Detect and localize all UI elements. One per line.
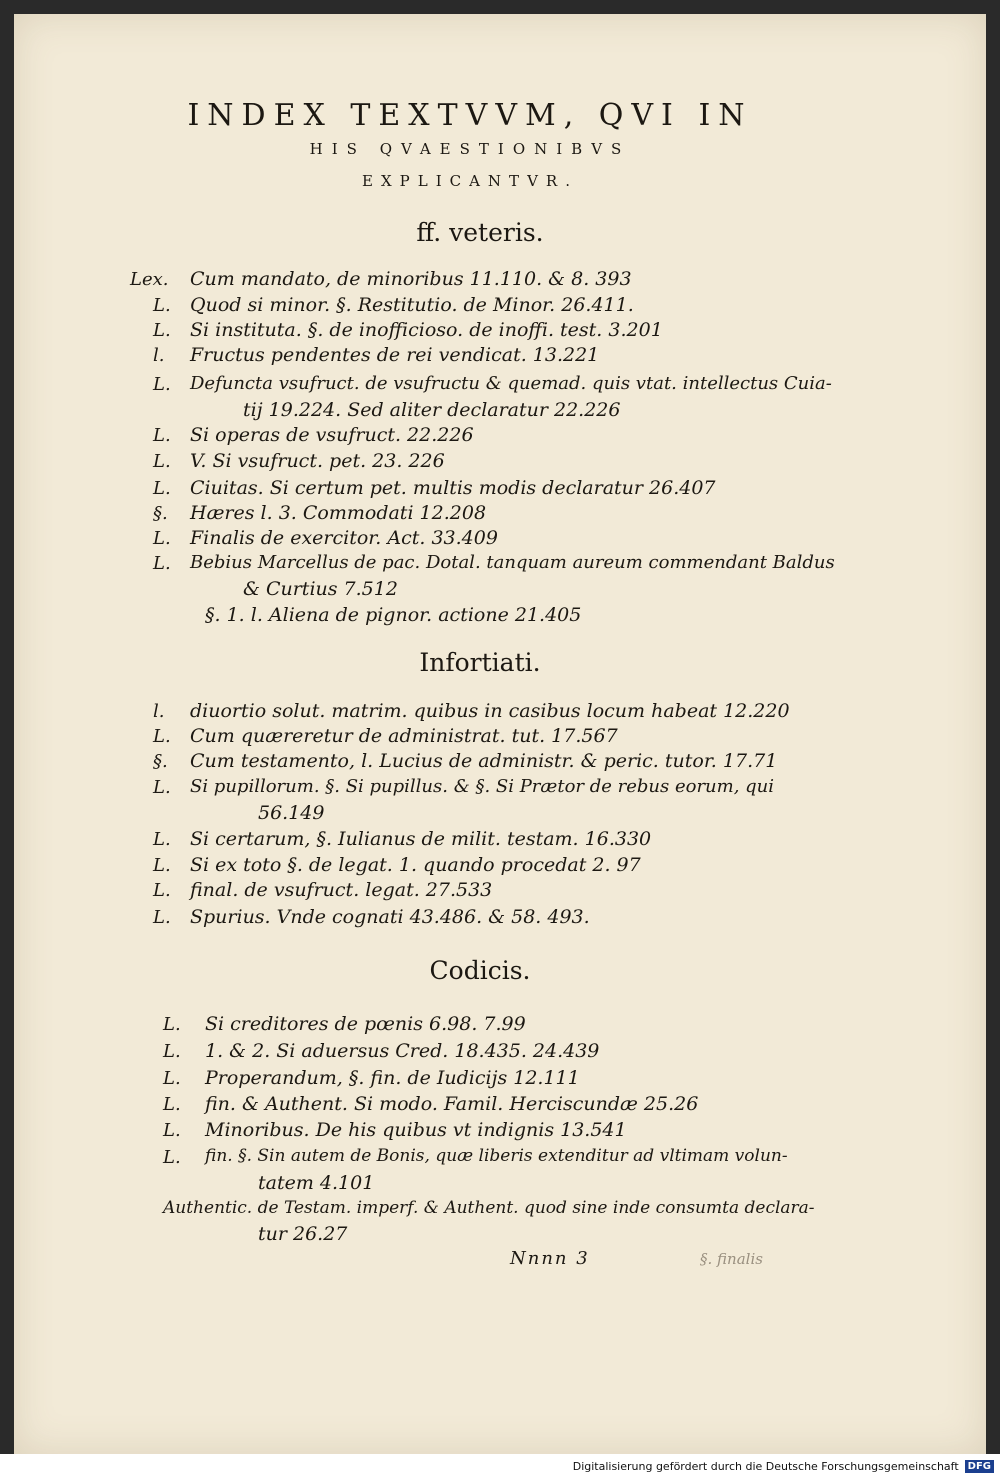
index-entry: 1. & 2. Si aduersus Cred. 18.435. 24.439 [205,1040,600,1062]
index-entry-sub: §. 1. l. Aliena de pignor. actione 21.405 [205,604,582,626]
index-entry: diuortio solut. matrim. quibus in casibus locum habeat 12.220 [190,700,790,722]
index-entry: Authentic. de Testam. imperf. & Authent. quod sine inde consumta declara- [163,1198,815,1218]
index-entry: Fructus pendentes de rei vendicat. 13.221 [190,344,600,366]
index-entry: V. Si vsufruct. pet. 23. 226 [190,450,445,472]
index-entry: Si certarum, §. Iulianus de milit. testam. 16.330 [190,828,652,850]
index-entry: Cum mandato, de minoribus 11.110. & 8. 393 [190,268,632,290]
entry-mark: L. [153,374,171,395]
index-entry: Hæres l. 3. Commodati 12.208 [190,502,487,524]
entry-mark: L. [163,1041,181,1062]
entry-mark: L. [163,1094,181,1115]
index-entry-continuation: tij 19.224. Sed aliter declaratur 22.226 [243,399,621,421]
section-heading-codicis: Codicis. [429,956,531,985]
entry-mark: L. [153,295,171,316]
entry-mark: l. [153,345,165,366]
index-entry: Si ex toto §. de legat. 1. quando procedat 2. 97 [190,854,641,876]
entry-mark: l. [153,701,165,722]
index-entry-continuation: tatem 4.101 [258,1172,375,1194]
entry-mark: L. [153,726,171,747]
entry-mark: L. [153,829,171,850]
index-entry: Spurius. Vnde cognati 43.486. & 58. 493. [190,906,590,928]
entry-mark: L. [163,1120,181,1141]
footer-text: Digitalisierung gefördert durch die Deutsche Forschungsgemeinschaft [572,1459,959,1473]
signature-mark: Nnnn 3 [510,1248,590,1269]
index-title-line-3: EXPLICANTVR. [362,172,578,190]
entry-mark: L. [153,880,171,901]
section-heading-veteris: ff. veteris. [416,218,544,247]
index-entry-continuation: & Curtius 7.512 [243,578,398,600]
entry-mark: L. [163,1068,181,1089]
entry-mark: Lex. [130,269,169,290]
digitization-footer [0,1454,1000,1478]
entry-mark: L. [153,855,171,876]
index-entry: Minoribus. De his quibus vt indignis 13.541 [205,1119,627,1141]
index-entry: final. de vsufruct. legat. 27.533 [190,879,493,901]
dfg-logo: DFG [965,1460,994,1473]
index-entry: Cum quæreretur de administrat. tut. 17.567 [190,725,618,747]
index-entry: Cum testamento, l. Lucius de administr. & peric. tutor. 17.71 [190,750,778,772]
entry-mark: §. [153,503,168,524]
index-entry: Ciuitas. Si certum pet. multis modis declaratur 26.407 [190,477,716,499]
entry-mark: §. [153,751,168,772]
index-entry: Bebius Marcellus de pac. Dotal. tanquam aureum commendant Baldus [190,552,835,573]
index-entry: Si pupillorum. §. Si pupillus. & §. Si Prætor de rebus eorum, qui [190,776,775,797]
section-heading-infortiati: Infortiati. [419,648,541,677]
entry-mark: L. [153,320,171,341]
index-entry: Quod si minor. §. Restitutio. de Minor. 26.411. [190,294,634,316]
index-entry: Defuncta vsufruct. de vsufructu & quemad. quis vtat. intellectus Cuia- [190,373,832,394]
index-entry: Properandum, §. fin. de Iudicijs 12.111 [205,1067,580,1089]
entry-mark: L. [153,777,171,798]
index-entry-continuation: 56.149 [258,802,325,824]
index-title-line-1: INDEX TEXTVVM, QVI IN [187,98,753,133]
index-entry: Si operas de vsufruct. 22.226 [190,424,474,446]
entry-mark: L. [153,425,171,446]
index-entry: Si creditores de pœnis 6.98. 7.99 [205,1013,526,1035]
index-entry: Finalis de exercitor. Act. 33.409 [190,527,498,549]
entry-mark: L. [153,553,171,574]
entry-mark: L. [153,528,171,549]
index-entry: fin. & Authent. Si modo. Famil. Herciscundæ 25.26 [205,1093,699,1115]
index-entry: fin. §. Sin autem de Bonis, quæ liberis extenditur ad vltimam volun- [205,1146,788,1166]
index-entry-continuation: tur 26.27 [258,1223,348,1245]
entry-mark: L. [163,1147,181,1168]
index-entry: Si instituta. §. de inofficioso. de inoffi. test. 3.201 [190,319,663,341]
entry-mark: L. [153,478,171,499]
handwritten-note: §. finalis [700,1250,763,1268]
entry-mark: L. [163,1014,181,1035]
entry-mark: L. [153,907,171,928]
index-title-line-2: HIS QVAESTIONIBVS [309,140,631,158]
entry-mark: L. [153,451,171,472]
